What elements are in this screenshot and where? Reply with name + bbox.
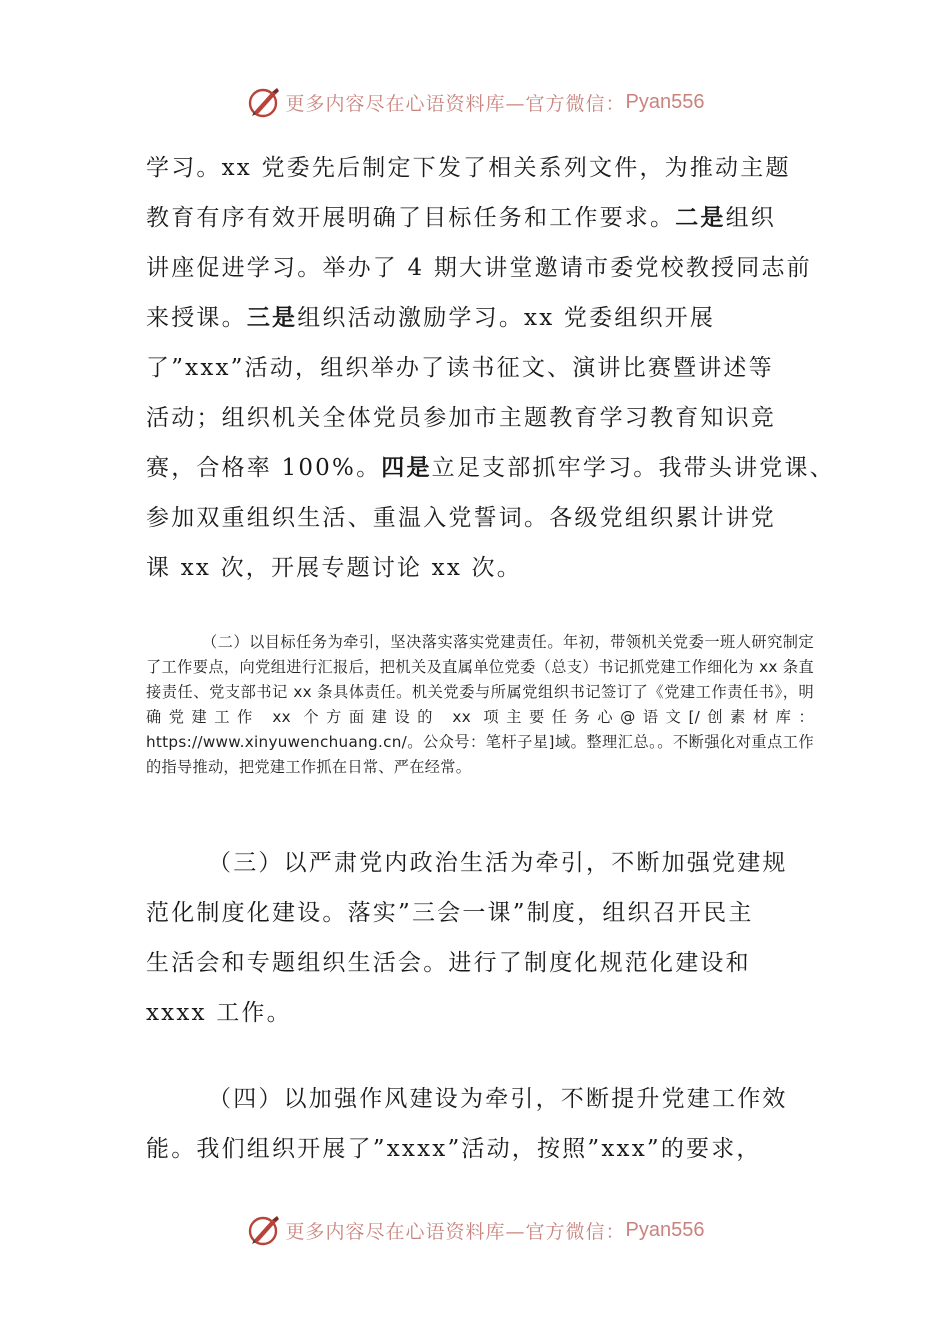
text-line: 学习。xx 党委先后制定下发了相关系列文件，为推动主题 xyxy=(146,155,791,181)
header-banner xyxy=(0,80,950,124)
text-line: （四）以加强作风建设为牵引，不断提升党建工作效 xyxy=(208,1086,788,1112)
emphasis-label: 三是 xyxy=(246,305,298,331)
emphasis-label: 四是 xyxy=(381,455,432,481)
section-2-paragraph xyxy=(146,630,814,780)
pen-logo-icon xyxy=(246,84,282,120)
emphasis-label: 二是 xyxy=(675,205,726,231)
pen-logo-icon xyxy=(246,1212,282,1248)
banner-text: 更多内容尽在心语资料库—官方微信： xyxy=(285,92,626,115)
text-line: 课 xx 次，开展专题讨论 xx 次。 xyxy=(146,555,522,581)
text-line: 教育有序有效开展明确了目标任务和工作要求。二是组织 xyxy=(146,205,777,231)
banner-text: 更多内容尽在心语资料库—官方微信： xyxy=(285,1220,626,1243)
text-line: 范化制度化建设。落实”三会一课”制度，组织召开民主 xyxy=(146,900,754,926)
text-line: 生活会和专题组织生活会。进行了制度化规范化建设和 xyxy=(146,950,751,976)
text-line: xxxx 工作。 xyxy=(146,1000,292,1026)
text-line: 了”xxx”活动，组织举办了读书征文、演讲比赛暨讲述等 xyxy=(146,355,774,381)
text-line: 活动；组织机关全体党员参加市主题教育学习教育知识竞 xyxy=(146,405,776,431)
text-line: 来授课。三是组织活动激励学习。xx 党委组织开展 xyxy=(146,305,716,331)
section-2-text: （二）以目标任务为牵引，坚决落实落实党建责任。年初，带领机关党委一班人研究制定了工作要点，向党组进行汇报后，把机关及直属单位党委（总支）书记抓党建工作细化为 xx 条直接责任、党支部书记 xx 条具体责任。机关党委与所属党组织书记签订了《党建工作责任书》，明确党建工作 xx 个方面建设的 xx 项主要任务心@语文[/创素材库：https://www.xinyuwenchuang.cn/。公众号：笔杆子星]域。整理汇总。。不断强化对重点工作的指导推动，把党建工作抓在日常、严在经常。 xyxy=(146,633,814,776)
banner-wechat-id: Pyan556 xyxy=(625,1218,705,1241)
footer-banner xyxy=(0,1208,950,1252)
text-line: 赛，合格率 100%。四是立足支部抓牢学习。我带头讲党课、 xyxy=(146,455,835,481)
text-line: 能。我们组织开展了”xxxx”活动，按照”xxx”的要求， xyxy=(146,1136,762,1162)
banner-wechat-id: Pyan556 xyxy=(625,90,705,113)
text-line: （三）以严肃党内政治生活为牵引，不断加强党建规 xyxy=(208,850,788,876)
text-line: 参加双重组织生活、重温入党誓词。各级党组织累计讲党 xyxy=(146,505,776,531)
text-line: 讲座促进学习。举办了 4 期大讲堂邀请市委党校教授同志前 xyxy=(146,255,812,281)
